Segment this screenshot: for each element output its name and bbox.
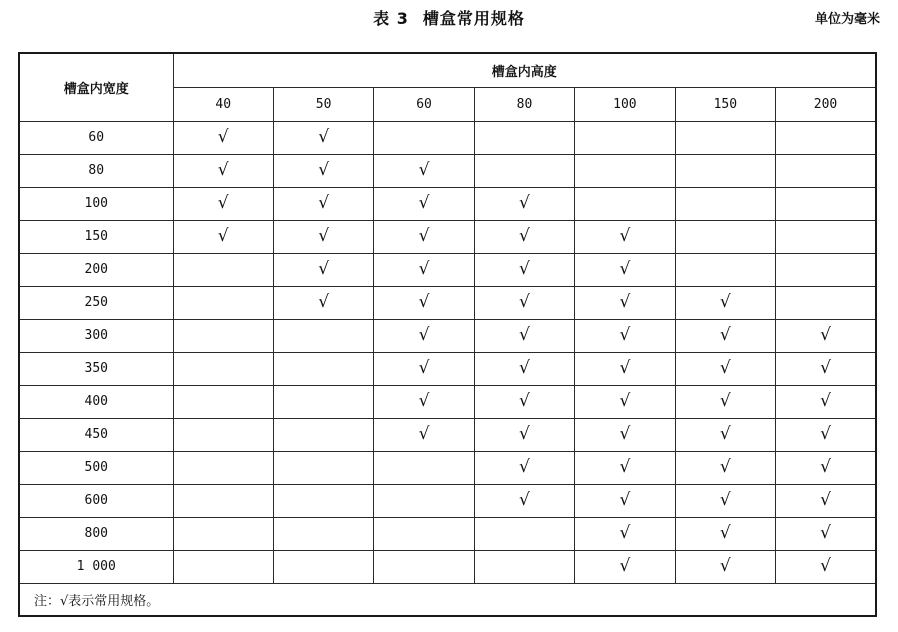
check-mark-icon: √ xyxy=(519,490,530,510)
check-mark-icon: √ xyxy=(619,424,631,444)
spec-cell xyxy=(173,220,273,253)
table-row xyxy=(19,154,876,187)
check-mark-icon: √ xyxy=(619,292,631,312)
check-mark-icon: √ xyxy=(719,325,731,345)
spec-cell xyxy=(675,154,775,187)
spec-cell xyxy=(173,187,273,220)
spec-cell xyxy=(273,286,373,319)
spec-cell xyxy=(173,253,273,286)
spec-cell xyxy=(675,121,775,154)
spec-cell xyxy=(374,451,474,484)
height-header-cell: 40 xyxy=(173,87,273,121)
check-mark-icon: √ xyxy=(418,193,430,213)
spec-cell xyxy=(675,220,775,253)
table-row xyxy=(19,352,876,385)
spec-cell xyxy=(675,253,775,286)
spec-cell xyxy=(374,220,474,253)
height-header-cell: 80 xyxy=(474,87,574,121)
header-row-group xyxy=(19,53,876,87)
spec-cell xyxy=(173,385,273,418)
check-mark-icon: √ xyxy=(719,424,731,444)
height-header-cell: 60 xyxy=(374,87,474,121)
spec-cell xyxy=(474,187,574,220)
spec-cell xyxy=(474,253,574,286)
table-row xyxy=(19,550,876,583)
height-header-cell: 100 xyxy=(575,87,675,121)
spec-cell xyxy=(675,385,775,418)
spec-cell xyxy=(173,154,273,187)
spec-cell xyxy=(575,220,675,253)
check-mark-icon: √ xyxy=(719,556,731,576)
check-mark-icon: √ xyxy=(820,424,831,444)
table-row xyxy=(19,220,876,253)
table-note: 注：√表示常用规格。 xyxy=(19,583,876,616)
height-header-cell: 200 xyxy=(776,87,876,121)
width-cell: 600 xyxy=(19,484,173,517)
spec-cell xyxy=(575,319,675,352)
spec-cell xyxy=(273,418,373,451)
check-mark-icon: √ xyxy=(719,358,731,378)
spec-cell xyxy=(273,484,373,517)
row-header-width: 槽盒内宽度 xyxy=(19,53,173,121)
spec-cell xyxy=(675,418,775,451)
spec-cell xyxy=(776,451,876,484)
width-cell: 400 xyxy=(19,385,173,418)
check-mark-icon: √ xyxy=(719,391,731,411)
spec-cell xyxy=(474,484,574,517)
table-row xyxy=(19,418,876,451)
spec-cell xyxy=(776,286,876,319)
check-mark-icon: √ xyxy=(719,457,731,477)
table-body xyxy=(19,121,876,583)
table-row xyxy=(19,451,876,484)
spec-cell xyxy=(273,121,373,154)
check-mark-icon: √ xyxy=(719,523,731,543)
spec-cell xyxy=(374,385,474,418)
spec-cell xyxy=(675,451,775,484)
check-mark-icon: √ xyxy=(820,325,831,345)
spec-cell xyxy=(173,319,273,352)
check-mark-icon: √ xyxy=(318,259,330,279)
table-title xyxy=(0,6,898,29)
spec-cell xyxy=(575,517,675,550)
spec-cell xyxy=(173,121,273,154)
spec-cell xyxy=(474,352,574,385)
width-cell: 200 xyxy=(19,253,173,286)
spec-cell xyxy=(474,286,574,319)
spec-cell xyxy=(173,418,273,451)
spec-cell xyxy=(474,550,574,583)
spec-cell xyxy=(776,121,876,154)
check-mark-icon: √ xyxy=(519,457,530,477)
spec-cell xyxy=(575,154,675,187)
spec-cell xyxy=(173,550,273,583)
check-mark-icon: √ xyxy=(719,490,731,510)
spec-cell xyxy=(474,319,574,352)
spec-cell xyxy=(575,286,675,319)
spec-cell xyxy=(474,418,574,451)
spec-cell xyxy=(776,253,876,286)
spec-cell xyxy=(173,352,273,385)
table-row xyxy=(19,319,876,352)
spec-cell xyxy=(273,550,373,583)
check-mark-icon: √ xyxy=(217,226,229,246)
spec-cell xyxy=(675,550,775,583)
spec-cell xyxy=(374,352,474,385)
spec-cell xyxy=(374,418,474,451)
spec-cell xyxy=(374,121,474,154)
check-mark-icon: √ xyxy=(619,391,631,411)
check-mark-icon: √ xyxy=(418,160,430,180)
check-mark-icon: √ xyxy=(418,391,430,411)
check-mark-icon: √ xyxy=(619,523,631,543)
spec-cell xyxy=(474,451,574,484)
spec-cell xyxy=(776,385,876,418)
check-mark-icon: √ xyxy=(318,160,330,180)
check-mark-icon: √ xyxy=(820,556,831,576)
spec-cell xyxy=(575,121,675,154)
check-mark-icon: √ xyxy=(820,490,831,510)
check-mark-icon: √ xyxy=(217,127,229,147)
check-mark-icon: √ xyxy=(519,424,530,444)
spec-cell xyxy=(776,484,876,517)
table-title-text: 槽盒常用规格 xyxy=(422,9,525,28)
check-mark-icon: √ xyxy=(318,292,330,312)
spec-cell xyxy=(575,550,675,583)
spec-cell xyxy=(575,385,675,418)
check-mark-icon: √ xyxy=(820,523,831,543)
spec-cell xyxy=(374,187,474,220)
check-mark-icon: √ xyxy=(217,160,229,180)
spec-cell xyxy=(675,517,775,550)
check-mark-icon: √ xyxy=(719,292,731,312)
spec-cell xyxy=(575,253,675,286)
width-cell: 100 xyxy=(19,187,173,220)
table-number: 表 3 xyxy=(373,9,409,28)
width-cell: 800 xyxy=(19,517,173,550)
width-cell: 250 xyxy=(19,286,173,319)
width-cell: 350 xyxy=(19,352,173,385)
table-row xyxy=(19,286,876,319)
check-mark-icon: √ xyxy=(519,391,530,411)
spec-cell xyxy=(776,220,876,253)
table-row xyxy=(19,121,876,154)
width-cell: 1 000 xyxy=(19,550,173,583)
spec-cell xyxy=(575,187,675,220)
check-mark-icon: √ xyxy=(318,193,330,213)
spec-cell xyxy=(273,319,373,352)
spec-cell xyxy=(374,286,474,319)
spec-cell xyxy=(374,154,474,187)
spec-cell xyxy=(273,220,373,253)
col-group-header-height: 槽盒内高度 xyxy=(173,53,876,87)
check-mark-icon: √ xyxy=(318,226,330,246)
table-row xyxy=(19,385,876,418)
spec-cell xyxy=(776,187,876,220)
check-mark-icon: √ xyxy=(519,259,530,279)
check-mark-icon: √ xyxy=(619,259,631,279)
spec-cell xyxy=(776,319,876,352)
check-mark-icon: √ xyxy=(418,259,430,279)
spec-cell xyxy=(575,451,675,484)
spec-cell xyxy=(173,451,273,484)
note-row xyxy=(19,583,876,616)
spec-cell xyxy=(374,517,474,550)
spec-cell xyxy=(273,154,373,187)
check-mark-icon: √ xyxy=(519,358,530,378)
spec-cell xyxy=(675,319,775,352)
spec-cell xyxy=(675,286,775,319)
check-mark-icon: √ xyxy=(619,457,631,477)
spec-cell xyxy=(776,352,876,385)
check-mark-icon: √ xyxy=(820,457,831,477)
spec-cell xyxy=(575,418,675,451)
check-mark-icon: √ xyxy=(418,424,430,444)
spec-cell xyxy=(675,352,775,385)
table-row xyxy=(19,253,876,286)
check-mark-icon: √ xyxy=(519,193,530,213)
check-mark-icon: √ xyxy=(418,325,430,345)
check-mark-icon: √ xyxy=(418,292,430,312)
spec-table xyxy=(18,52,877,617)
spec-cell xyxy=(776,418,876,451)
spec-cell xyxy=(374,550,474,583)
width-cell: 80 xyxy=(19,154,173,187)
spec-cell xyxy=(776,154,876,187)
spec-cell xyxy=(474,385,574,418)
check-mark-icon: √ xyxy=(519,226,530,246)
spec-cell xyxy=(374,484,474,517)
spec-cell xyxy=(273,352,373,385)
table-row xyxy=(19,187,876,220)
spec-cell xyxy=(675,484,775,517)
spec-cell xyxy=(273,187,373,220)
unit-label: 单位为毫米 xyxy=(814,12,880,27)
spec-cell xyxy=(776,550,876,583)
width-cell: 60 xyxy=(19,121,173,154)
spec-cell xyxy=(173,484,273,517)
table-row xyxy=(19,484,876,517)
width-cell: 150 xyxy=(19,220,173,253)
check-mark-icon: √ xyxy=(418,358,430,378)
spec-cell xyxy=(474,517,574,550)
spec-cell xyxy=(273,253,373,286)
check-mark-icon: √ xyxy=(418,226,430,246)
check-mark-icon: √ xyxy=(619,556,631,576)
height-header-cell: 150 xyxy=(675,87,775,121)
check-mark-icon: √ xyxy=(619,358,631,378)
spec-cell xyxy=(173,286,273,319)
check-mark-icon: √ xyxy=(318,127,330,147)
check-mark-icon: √ xyxy=(519,325,530,345)
height-header-cell: 50 xyxy=(273,87,373,121)
width-cell: 300 xyxy=(19,319,173,352)
check-mark-icon: √ xyxy=(619,226,631,246)
check-mark-icon: √ xyxy=(619,325,631,345)
spec-cell xyxy=(374,253,474,286)
spec-cell xyxy=(273,385,373,418)
check-mark-icon: √ xyxy=(820,358,831,378)
spec-cell xyxy=(273,451,373,484)
spec-cell xyxy=(675,187,775,220)
width-cell: 450 xyxy=(19,418,173,451)
spec-cell xyxy=(474,220,574,253)
check-mark-icon: √ xyxy=(217,193,229,213)
width-cell: 500 xyxy=(19,451,173,484)
spec-cell xyxy=(374,319,474,352)
spec-cell xyxy=(776,517,876,550)
check-mark-icon: √ xyxy=(619,490,631,510)
spec-cell xyxy=(173,517,273,550)
spec-cell xyxy=(575,352,675,385)
spec-cell xyxy=(474,154,574,187)
spec-cell xyxy=(575,484,675,517)
spec-cell xyxy=(273,517,373,550)
spec-cell xyxy=(474,121,574,154)
table-row xyxy=(19,517,876,550)
check-mark-icon: √ xyxy=(820,391,831,411)
check-mark-icon: √ xyxy=(519,292,530,312)
